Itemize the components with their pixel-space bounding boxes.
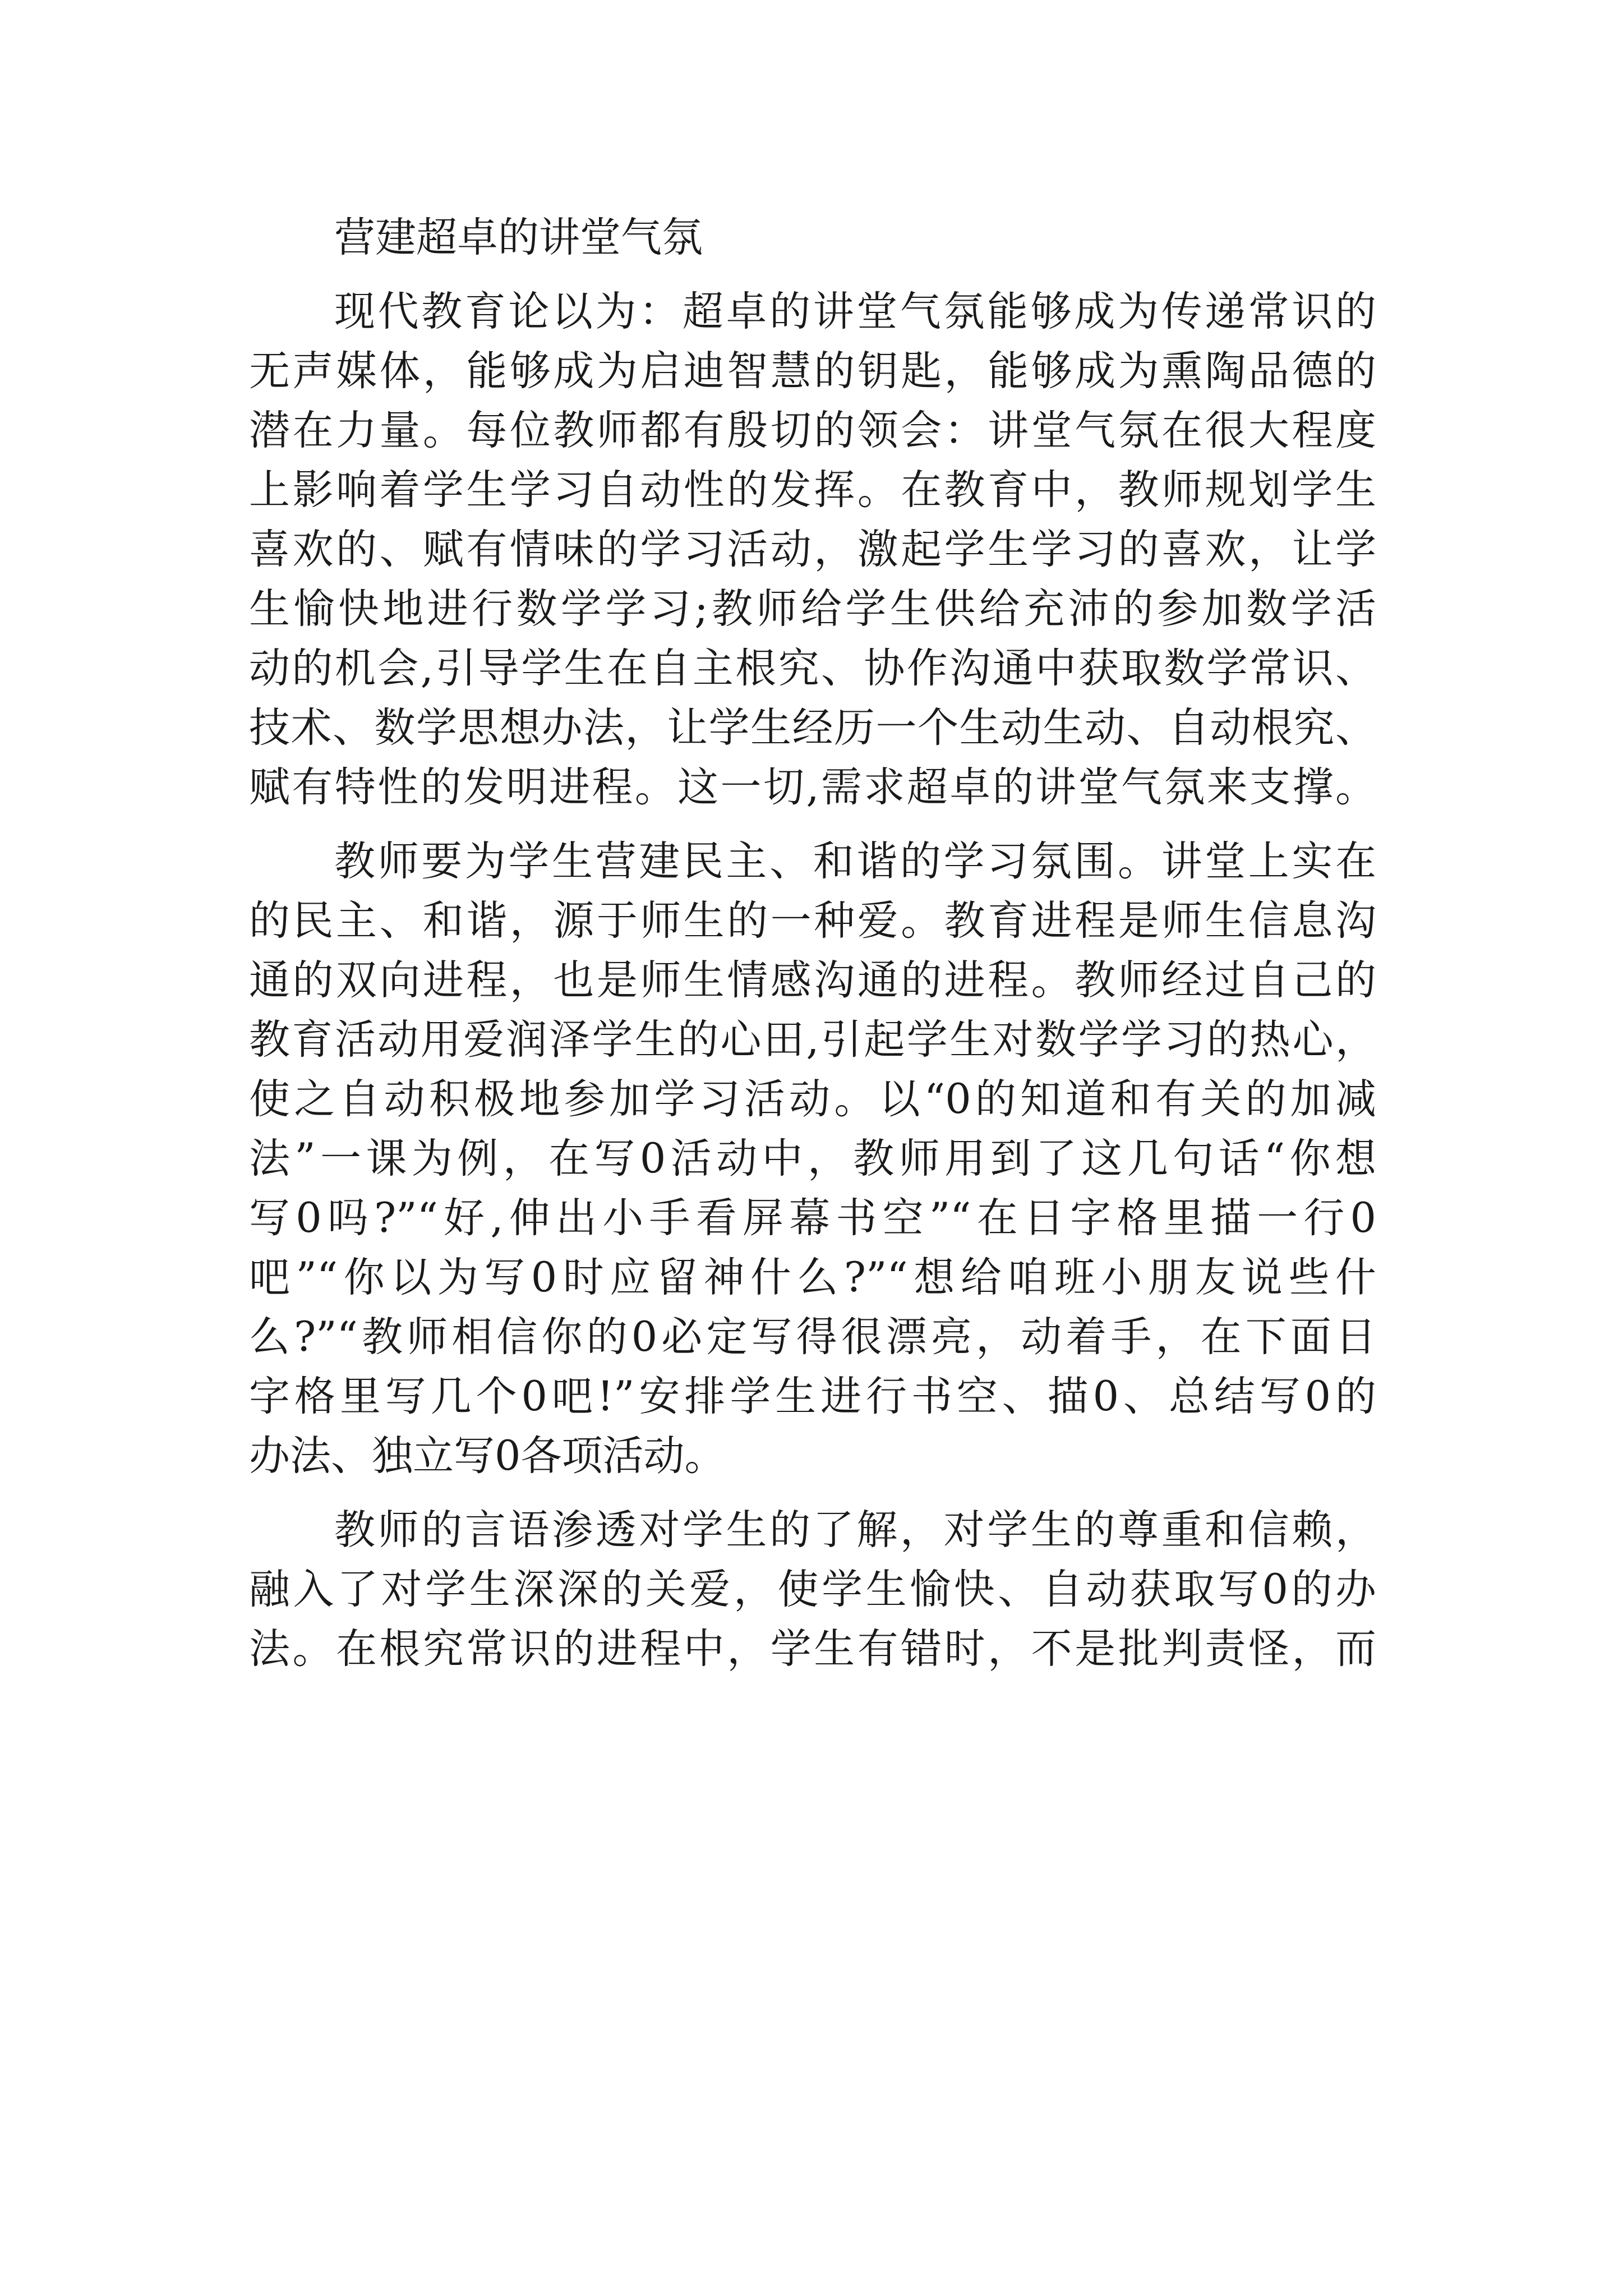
paragraph-line: 吧”“你以为写0时应留神什么?”“想给咱班小朋友说些什 [249,1254,1376,1301]
paragraph-line: 上影响着学生学习自动性的发挥。在教育中，教师规划学生 [249,466,1376,514]
paragraph-line: 使之自动积极地参加学习活动。以“0的知道和有关的加减 [249,1075,1376,1123]
document-body [249,208,1376,1679]
paragraph-line: 法。在根究常识的进程中，学生有错时，不是批判责怪，而 [249,1625,1376,1673]
paragraph-line: 喜欢的、赋有情味的学习活动，激起学生学习的喜欢，让学 [249,526,1376,573]
paragraph-line: 教师要为学生营建民主、和谐的学习氛围。讲堂上实在 [334,838,1376,885]
paragraph-line: 动的机会,引导学生在自主根究、协作沟通中获取数学常识、 [249,645,1376,692]
paragraph-line: 的民主、和谐，源于师生的一种爱。教育进程是师生信息沟 [249,897,1376,945]
paragraph-line: 无声媒体，能够成为启迪智慧的钥匙，能够成为熏陶品德的 [249,347,1376,395]
paragraph-line: 字格里写几个0吧!”安排学生进行书空、描0、总结写0的 [249,1373,1376,1420]
paragraph-line: 法”一课为例，在写0活动中，教师用到了这几句话“你想 [249,1135,1376,1182]
paragraph-line: 通的双向进程，也是师生情感沟通的进程。教师经过自己的 [249,956,1376,1004]
paragraph-line: 么?”“教师相信你的0必定写得很漂亮，动着手，在下面日 [249,1313,1376,1361]
paragraph-2 [249,832,1376,1486]
paragraph-line: 潜在力量。每位教师都有殷切的领会：讲堂气氛在很大程度 [249,407,1376,454]
paragraph-line: 融入了对学生深深的关爱，使学生愉快、自动获取写0的办 [249,1566,1376,1613]
paragraph-line: 赋有特性的发明进程。这一切,需求超卓的讲堂气氛来支撑。 [249,763,1376,811]
paragraph-line: 技术、数学思想办法，让学生经历一个生动生动、自动根究、 [249,704,1376,752]
paragraph-line: 写0吗?”“好,伸出小手看屏幕书空”“在日字格里描一行0 [249,1194,1376,1242]
paragraph-line: 教师的言语渗透对学生的了解，对学生的尊重和信赖， [334,1506,1376,1554]
document-title: 营建超卓的讲堂气氛 [334,214,703,261]
paragraph-line: 教育活动用爱润泽学生的心田,引起学生对数学学习的热心， [249,1016,1376,1064]
paragraph-line: 办法、独立写0各项活动。 [249,1432,726,1480]
paragraph-3 [249,1501,1376,1679]
paragraph-1 [249,282,1376,817]
paragraph-line: 现代教育论以为：超卓的讲堂气氛能够成为传递常识的 [334,288,1376,335]
paragraph-line: 生愉快地进行数学学习;教师给学生供给充沛的参加数学活 [249,585,1376,633]
